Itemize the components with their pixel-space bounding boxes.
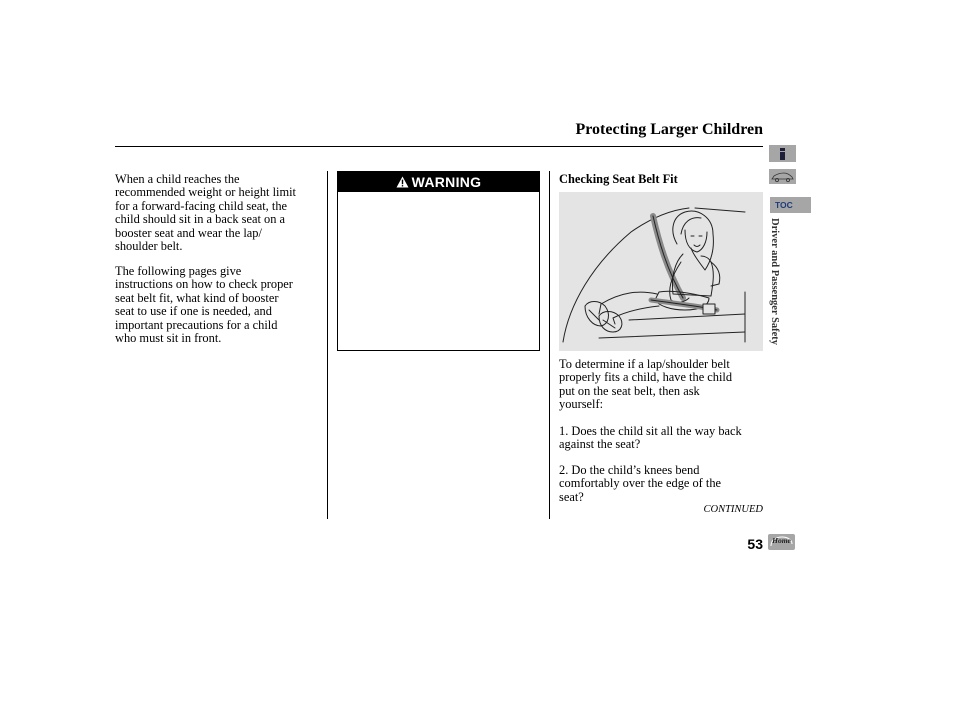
info-icon [769, 145, 796, 162]
column-divider [549, 171, 550, 519]
checklist-item [559, 425, 764, 452]
vehicle-button[interactable] [769, 169, 796, 184]
text-line: put on the seat belt, then ask [559, 383, 700, 398]
text-line: seat? [559, 489, 584, 504]
text-line: instructions on how to check proper [115, 277, 293, 292]
warning-label: WARNING [411, 174, 482, 190]
intro-paragraph [115, 173, 320, 253]
column-divider [327, 171, 328, 519]
page-number: 53 [747, 536, 763, 552]
section-subheading: Checking Seat Belt Fit [559, 172, 678, 186]
instructions-paragraph [115, 265, 320, 345]
section-tab-label: Driver and Passenger Safety [769, 218, 780, 346]
info-button[interactable] [769, 145, 796, 162]
warning-box [337, 171, 540, 351]
text-line: comfortably over the edge of the [559, 476, 722, 491]
text-line: for a forward-facing child seat, the [115, 198, 288, 213]
text-line: recommended weight or height limit [115, 185, 296, 200]
text-line: seat belt fit, what kind of booster [115, 290, 279, 305]
title-divider [115, 146, 763, 147]
child-seat-belt-drawing [559, 192, 763, 351]
text-line: important precautions for a child [115, 317, 278, 332]
text-line: properly fits a child, have the child [559, 370, 733, 385]
text-line: 1. Does the child sit all the way back [559, 424, 742, 438]
fit-check-intro [559, 358, 764, 412]
toc-button[interactable]: TOC [770, 197, 811, 213]
text-line: seat to use if one is needed, and [115, 304, 272, 319]
text-line: To determine if a lap/shoulder belt [559, 357, 730, 371]
home-label: Home [772, 536, 791, 545]
text-line: 2. Do the child’s knees bend [559, 463, 700, 477]
warning-banner [338, 172, 539, 192]
text-line: against the seat? [559, 437, 641, 452]
page-title: Protecting Larger Children [575, 121, 763, 138]
text-line: booster seat and wear the lap/ [115, 225, 262, 240]
text-line: The following pages give [115, 264, 242, 278]
text-line: yourself: [559, 397, 604, 412]
text-line: shoulder belt. [115, 239, 183, 254]
text-line: When a child reaches the [115, 172, 240, 186]
continued-label: CONTINUED [703, 504, 763, 515]
text-line: child should sit in a back seat on a [115, 212, 285, 227]
seat-belt-illustration [559, 192, 763, 351]
text-line: who must sit in front. [115, 331, 222, 346]
home-button[interactable] [768, 534, 795, 550]
warning-triangle-icon [396, 176, 409, 188]
car-icon [769, 169, 796, 184]
checklist-item [559, 464, 764, 504]
